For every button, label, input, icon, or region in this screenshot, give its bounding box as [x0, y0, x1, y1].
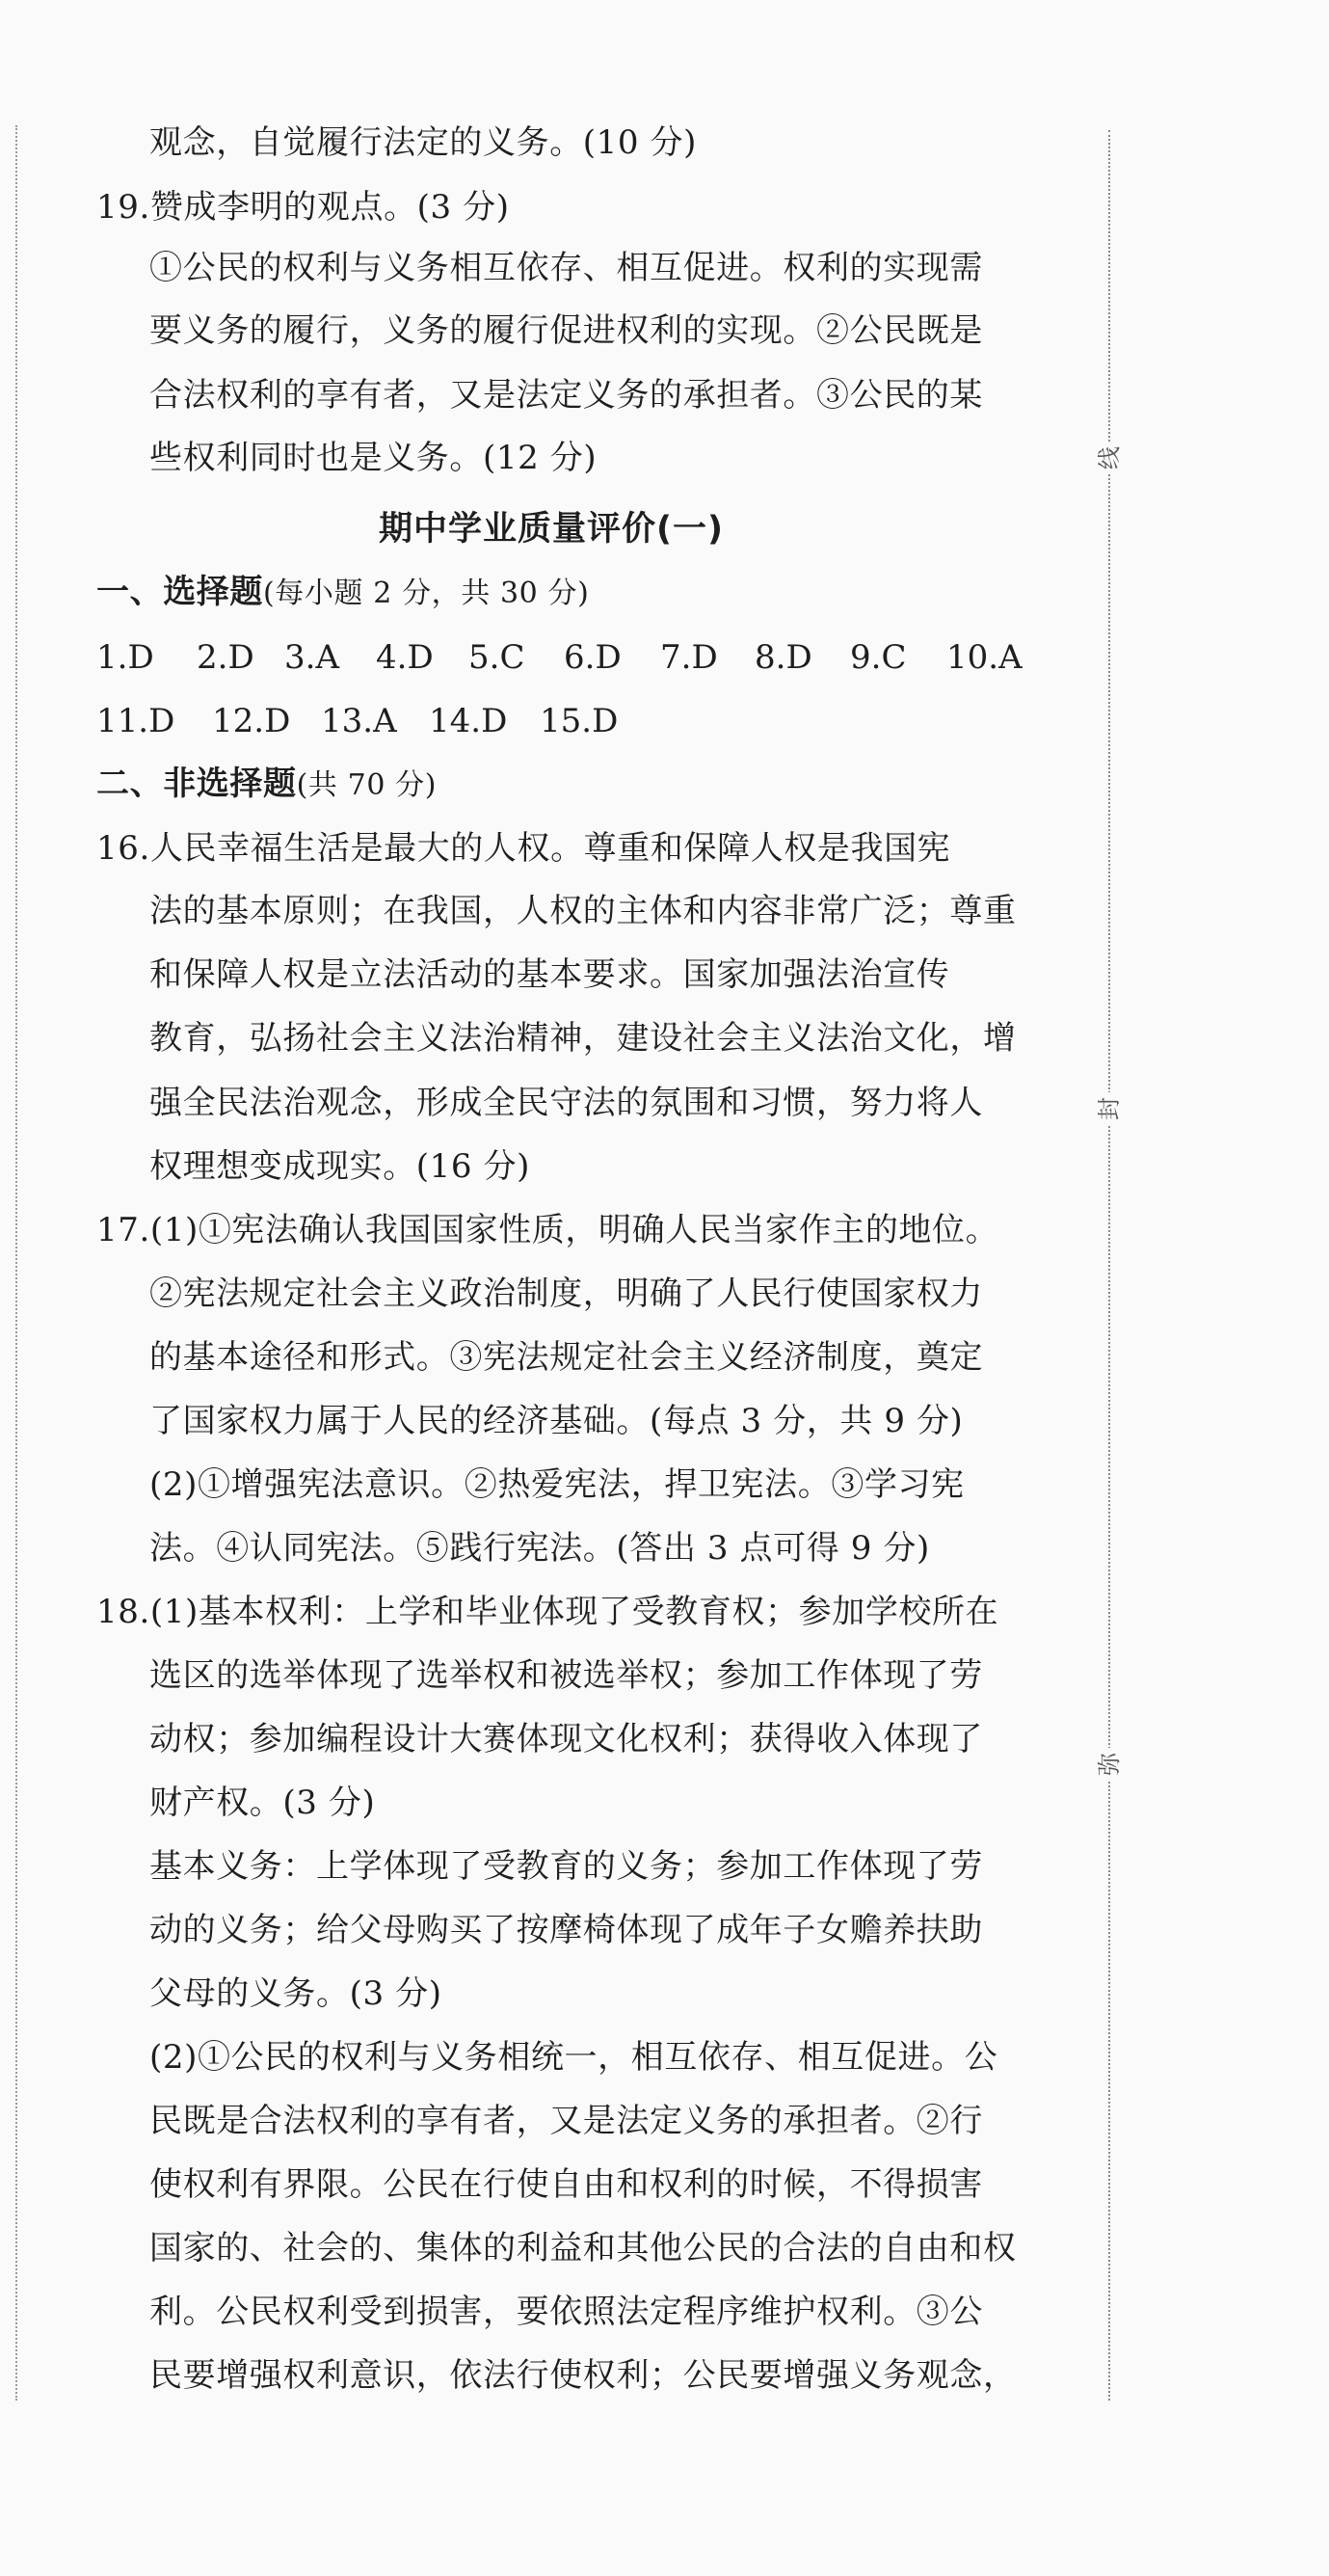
answer-item: 14.D	[429, 702, 508, 740]
question-19-line: 19.赞成李明的观点。(3 分)	[96, 188, 510, 227]
part-one-label: 一、选择题	[96, 573, 263, 611]
answer-item: 7.D	[660, 638, 718, 677]
text-line: 民要增强权利意识，依法行使权利；公民要增强义务观念，	[149, 2356, 1017, 2395]
text-line: 强全民法治观念，形成全民守法的氛围和习惯，努力将人	[149, 1084, 983, 1122]
answer-item: 1.D	[96, 638, 154, 677]
text-line: ①公民的权利与义务相互依存、相互促进。权利的实现需	[149, 249, 983, 287]
question-18-line: 18.(1)基本权利：上学和毕业体现了受教育权；参加学校所在	[96, 1593, 999, 1631]
text-line: 法的基本原则；在我国，人权的主体和内容非常广泛；尊重	[149, 892, 1017, 930]
part-two-note: (共 70 分)	[296, 768, 438, 802]
text-line: 要义务的履行，义务的履行促进权利的实现。②公民既是	[149, 311, 983, 350]
answer-item: 10.A	[946, 638, 1023, 677]
section-title: 期中学业质量评价(一)	[379, 510, 724, 549]
text-line: 基本义务：上学体现了受教育的义务；参加工作体现了劳	[149, 1847, 983, 1886]
binding-mark-xian: 线	[1090, 442, 1129, 474]
binding-mark-mi: 弥	[1090, 1748, 1129, 1781]
text-line: 使权利有界限。公民在行使自由和权利的时候，不得损害	[149, 2165, 983, 2204]
answer-item: 13.A	[321, 702, 397, 740]
left-dotted-rule	[15, 125, 17, 2401]
part-two-heading	[96, 765, 437, 804]
answer-item: 4.D	[376, 638, 434, 677]
part-two-label: 二、非选择题	[96, 765, 297, 803]
answer-item: 11.D	[96, 702, 175, 740]
text-line: 教育，弘扬社会主义法治精神，建设社会主义法治文化，增	[149, 1019, 1017, 1058]
question-16-line: 16.人民幸福生活是最大的人权。尊重和保障人权是我国宪	[96, 829, 951, 868]
question-17-line: 17.(1)①宪法确认我国国家性质，明确人民当家作主的地位。	[96, 1211, 999, 1249]
text-line: 财产权。(3 分)	[149, 1784, 376, 1822]
text-line: 民既是合法权利的享有者，又是法定义务的承担者。②行	[149, 2102, 983, 2140]
part-one-note: (每小题 2 分，共 30 分)	[263, 577, 590, 610]
text-line: 利。公民权利受到损害，要依照法定程序维护权利。③公	[149, 2293, 983, 2331]
answer-item: 5.C	[468, 638, 525, 677]
text-line: 权理想变成现实。(16 分)	[149, 1147, 530, 1186]
answer-item: 6.D	[564, 638, 622, 677]
answer-item: 9.C	[850, 638, 907, 677]
part-one-heading	[96, 573, 589, 612]
text-line: 些权利同时也是义务。(12 分)	[149, 439, 598, 477]
text-line: (2)①增强宪法意识。②热爱宪法，捍卫宪法。③学习宪	[149, 1465, 965, 1504]
binding-mark-feng: 封	[1090, 1092, 1129, 1125]
text-line: 的基本途径和形式。③宪法规定社会主义经济制度，奠定	[149, 1338, 983, 1377]
answer-item: 2.D	[197, 638, 254, 677]
answer-item: 12.D	[212, 702, 291, 740]
answer-item: 15.D	[540, 702, 619, 740]
answer-item: 8.D	[755, 638, 812, 677]
text-line: 合法权利的享有者，又是法定义务的承担者。③公民的某	[149, 376, 983, 415]
answer-item: 3.A	[284, 638, 339, 677]
text-line: 选区的选举体现了选举权和被选举权；参加工作体现了劳	[149, 1656, 983, 1695]
text-line: 了国家权力属于人民的经济基础。(每点 3 分，共 9 分)	[149, 1402, 964, 1440]
text-line: 动的义务；给父母购买了按摩椅体现了成年子女赡养扶助	[149, 1911, 983, 1949]
text-line: ②宪法规定社会主义政治制度，明确了人民行使国家权力	[149, 1275, 983, 1313]
text-line: 法。④认同宪法。⑤践行宪法。(答出 3 点可得 9 分)	[149, 1529, 930, 1568]
text-line: 和保障人权是立法活动的基本要求。国家加强法治宣传	[149, 955, 950, 994]
text-line: 国家的、社会的、集体的利益和其他公民的合法的自由和权	[149, 2229, 1017, 2267]
text-line: 动权；参加编程设计大赛体现文化权利；获得收入体现了	[149, 1720, 983, 1758]
text-line: (2)①公民的权利与义务相统一，相互依存、相互促进。公	[149, 2038, 998, 2077]
text-line: 父母的义务。(3 分)	[149, 1974, 442, 2013]
text-line: 观念，自觉履行法定的义务。(10 分)	[149, 123, 697, 162]
